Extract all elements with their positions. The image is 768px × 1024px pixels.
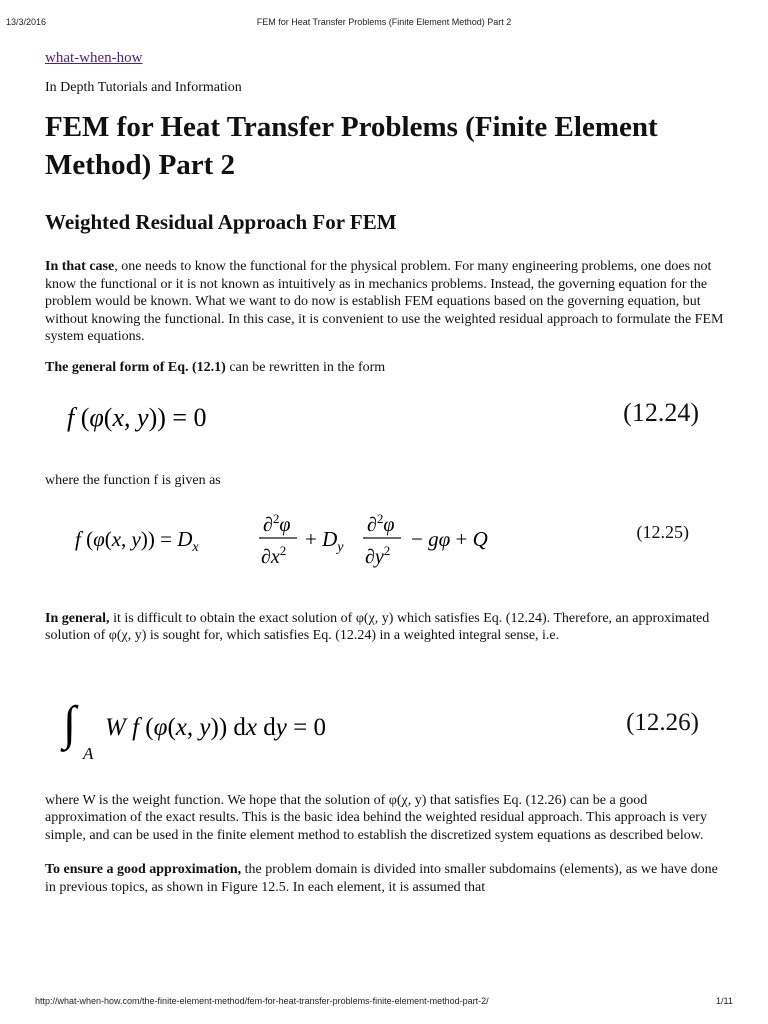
equation-12-25-label: (12.25) — [636, 521, 689, 542]
paragraph-general-form-text: can be rewritten in the form — [225, 359, 386, 375]
svg-text:∂x2: $\partial x^2$ — [261, 542, 287, 568]
paragraph-intro — [45, 258, 725, 346]
svg-text:+ Dy: + $D_y$ — [305, 526, 344, 555]
equation-12-26-formula — [45, 655, 625, 775]
page-title: FEM for Heat Transfer Problems (Finite Element Method) Part 2 — [45, 111, 658, 181]
paragraph-good-approximation-lead: To ensure a good approximation, — [45, 862, 242, 877]
paragraph-function-given: where the function f is given as — [45, 473, 221, 488]
article-content — [45, 48, 725, 896]
print-page-number: 1/11 — [716, 996, 733, 1006]
equation-12-25 — [45, 494, 725, 590]
equation-12-24-formula — [45, 382, 605, 456]
svg-text:− gφ + Q: − gφ + Q — [411, 526, 488, 551]
svg-text:f (φ(x, y)) = Dx: f (φ(x, $y)) = D_x$ — [75, 526, 199, 555]
paragraph-good-approximation-text: the problem domain is divided into smaller subdomains (elements), as we have done in previous topics, as shown in Figure 12.5. In each element, it is assumed that — [45, 862, 718, 895]
section-heading: Weighted Residual Approach For FEM — [45, 210, 397, 234]
svg-text:∂y2: $\partial y^2$ — [365, 542, 391, 568]
paragraph-intro-lead: In that case — [45, 259, 115, 274]
paragraph-intro-text: , one needs to know the functional for the physical problem. For many engineering problems, one does not know the functional or it is not known as intuitively as in mechanics problems. Instead, the governing equation for the problem would be known. What we want to do now is establish FEM equations based on the governing equation, but without knowing the functional. In this case, it is convenient to use the weighted residual approach to formulate the FEM system equations. — [45, 259, 724, 344]
equation-12-24 — [45, 382, 725, 456]
equation-12-26 — [45, 655, 725, 775]
svg-text:f (φ(x, y)) = 0: f (φ(x, y)) = 0 — [67, 403, 207, 432]
paragraph-weight-function: where W is the weight function. We hope that the solution of φ(χ, y) that satisfies Eq. (12.26) can be a good approximation of the exact results. This is the basic idea behind the weighted residual approach. This approach is very simple, and can be used in the finite element method to establish the discretized system equations as described below. — [45, 792, 707, 843]
print-footer-url: http://what-when-how.com/the-finite-element-method/fem-for-heat-transfer-problems-finite-element-method-part-2/ — [35, 996, 489, 1006]
svg-text:∂2φ: ∂$^2$φ — [367, 510, 395, 536]
svg-text:∫: ∫ — [63, 696, 77, 750]
equation-12-24-label: (12.24) — [623, 398, 699, 427]
paragraph-in-general-lead: In general, — [45, 610, 110, 626]
equation-12-25-formula — [45, 494, 625, 590]
paragraph-in-general — [45, 610, 725, 645]
svg-text:W f (φ(x, y)) dx dy = 0: W f (φ(x, y)) dx dy = 0 — [105, 713, 326, 741]
paragraph-general-form-lead: The general form of Eq. (12.1) — [45, 359, 226, 375]
equation-12-26-label: (12.26) — [626, 708, 699, 736]
site-home-link[interactable]: what-when-how — [45, 50, 143, 66]
print-header-title: FEM for Heat Transfer Problems (Finite Element Method) Part 2 — [256, 17, 512, 27]
site-tagline: In Depth Tutorials and Information — [45, 80, 242, 95]
svg-text:A: A — [83, 743, 94, 763]
svg-text:∂2φ: ∂$^2$φ — [263, 510, 291, 536]
paragraph-good-approximation — [45, 861, 725, 896]
paragraph-in-general-text: it is difficult to obtain the exact solution of φ(χ, y) which satisfies Eq. (12.24). Therefore, an approximated solution of φ(χ, y) is sought for, which satisfies Eq. (12.24) in a weighted integral sense, i.e. — [45, 610, 710, 643]
print-date: 13/3/2016 — [6, 17, 47, 27]
paragraph-general-form — [45, 359, 725, 377]
